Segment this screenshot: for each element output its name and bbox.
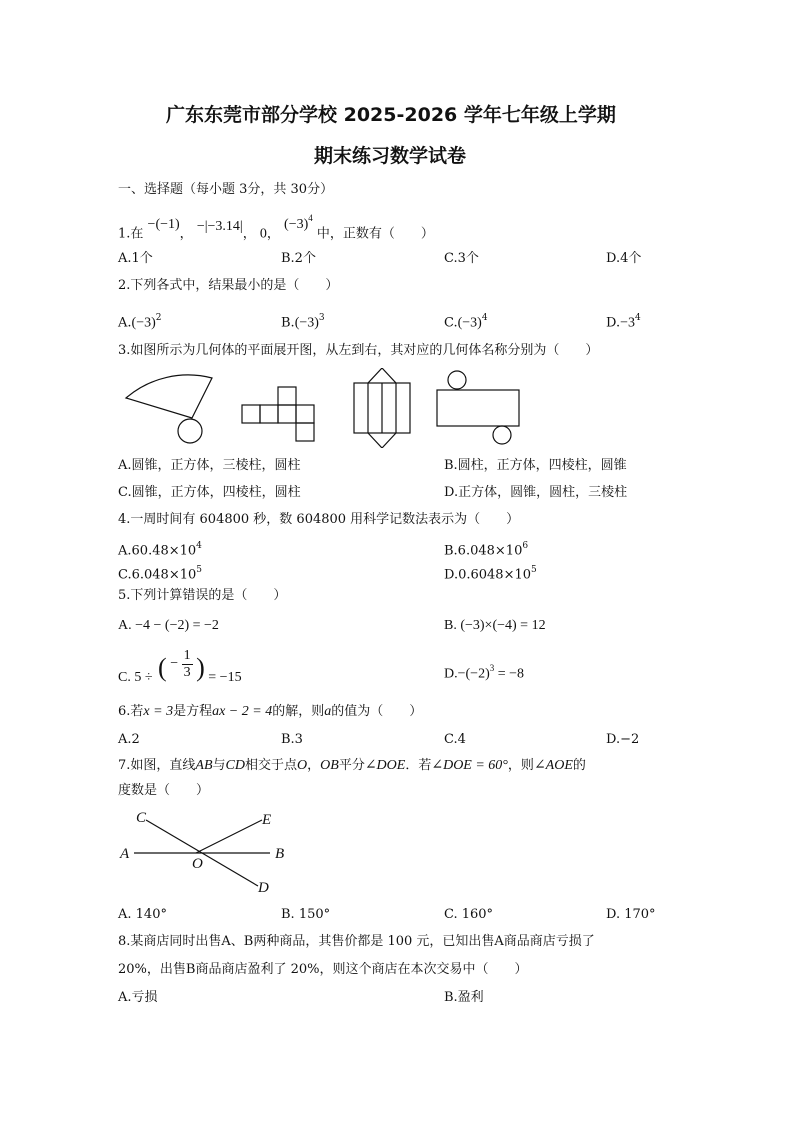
label-a: A <box>120 846 130 862</box>
q6-option-c: C.4 <box>444 732 466 747</box>
q7-option-c: C. 160° <box>444 907 494 922</box>
q1-option-b: B.2个 <box>281 251 316 266</box>
q1-prefix: 1.在 <box>118 226 144 242</box>
q4-option-c: $C.6.048\times 10^5$ <box>118 565 203 583</box>
q3-option-c: C.圆锥，正方体，四棱柱，圆柱 <box>118 485 301 500</box>
cone-base-circle <box>178 419 202 443</box>
q8-option-b: B.盈利 <box>444 990 484 1005</box>
q6-option-a: A.2 <box>118 732 140 747</box>
q7-option-a: A. 140° <box>118 907 167 922</box>
q5-option-b: B. (−3)×(−4) = 12 <box>444 618 546 633</box>
question-3-stem: 3.如图所示为几何体的平面展开图，从左到右，其对应的几何体名称分别为（ ） <box>118 343 599 358</box>
q1-expr-2: −|−3.14| <box>196 218 243 234</box>
q2-option-a: $A.(-3)^2$ <box>118 313 162 331</box>
q2-option-d: $D.-3^4$ <box>606 313 641 331</box>
question-6-stem: 6.若x = 3是方程ax − 2 = 4的解，则a的值为（ ） <box>118 704 423 719</box>
cube-net <box>242 387 314 441</box>
q1-expr-3: 0 <box>259 226 267 242</box>
q3-nets-figure <box>120 368 530 448</box>
q1-option-c: C.3个 <box>444 251 479 266</box>
q1-option-d: D.4个 <box>606 251 642 266</box>
q1-expr-4: $(-3)^4$ <box>284 213 313 232</box>
q2-option-c: $C.(-3)^4$ <box>444 313 488 331</box>
q6-option-d: D.−2 <box>606 732 640 747</box>
q7-angle-figure <box>118 806 298 898</box>
ray-oe <box>196 820 262 853</box>
q4-option-b: $B.6.048\times 10^6$ <box>444 541 529 559</box>
question-7-stem-line1: 7.如图，直线AB与CD相交于点O，OB平分∠DOE．若∠DOE = 60°，则∠AOE的 <box>118 758 586 773</box>
page-title-line2: 期末练习数学试卷 <box>314 145 467 167</box>
q1-expr-1: −(−1) <box>147 216 180 232</box>
section-heading: 一、选择题（每小题 3分，共 30分） <box>118 182 334 197</box>
q5-option-c: C. 5 ÷ ( − $\frac{1}{3}$ ) = −15 <box>118 648 242 685</box>
q1-option-a: A.1个 <box>118 251 153 266</box>
question-8-stem-line1: 8.某商店同时出售A、B两种商品，其售价都是 100 元，已知出售A商品商店亏损了 <box>118 934 595 949</box>
q5-option-a: A. −4 − (−2) = −2 <box>118 618 219 633</box>
q8-option-a: A.亏损 <box>118 990 158 1005</box>
q4-option-d: $D.0.6048\times 10^5$ <box>444 565 537 583</box>
prism-net <box>354 368 410 448</box>
q3-option-d: D.正方体，圆锥，圆柱，三棱柱 <box>444 485 628 500</box>
cone-sector-shape <box>126 375 212 418</box>
q4-option-a: $A.60.48\times 10^4$ <box>118 541 202 559</box>
q3-option-a: A.圆锥，正方体，三棱柱，圆柱 <box>118 458 301 473</box>
question-5-stem: 5.下列计算错误的是（ ） <box>118 588 287 603</box>
question-2-stem: 2.下列各式中，结果最小的是（ ） <box>118 278 339 293</box>
q7-option-b: B. 150° <box>281 907 331 922</box>
label-b: B <box>275 846 285 862</box>
q5-option-d: $D.-(-2)^3 = -8$ <box>444 663 525 682</box>
label-d: D <box>258 880 269 896</box>
cylinder-net <box>437 371 519 444</box>
q6-option-b: B.3 <box>281 732 303 747</box>
question-1-stem: 1.在 −(−1)， −|−3.14|， 0， $(-3)^4$ 中，正数有（ ） <box>118 213 434 242</box>
question-4-stem: 4.一周时间有 604800 秒，数 604800 用科学记数法表示为（ ） <box>118 512 520 527</box>
question-7-stem-line2: 度数是（ ） <box>118 783 210 798</box>
q1-suffix: 中，正数有（ ） <box>316 226 434 242</box>
q3-option-b: B.圆柱，正方体，四棱柱，圆锥 <box>444 458 627 473</box>
cone-sector <box>126 368 212 398</box>
q2-option-b: $B.(-3)^3$ <box>281 313 325 331</box>
page-title-line1: 广东东莞市部分学校 2025-2026 学年七年级上学期 <box>166 104 616 126</box>
label-o: O <box>192 856 203 872</box>
question-8-stem-line2: 20%，出售B商品商店盈利了 20%，则这个商店在本次交易中（ ） <box>118 962 528 977</box>
label-c: C <box>136 810 147 826</box>
q7-option-d: D. 170° <box>606 907 656 922</box>
label-e: E <box>262 812 272 828</box>
